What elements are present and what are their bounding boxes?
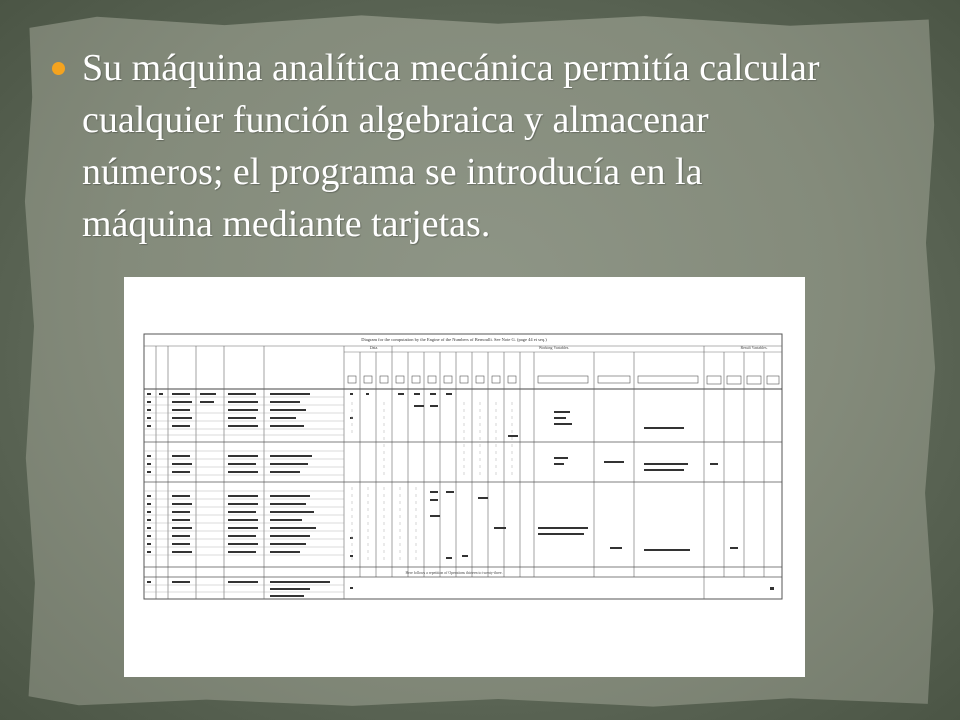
bullet-item — [52, 42, 832, 250]
bernoulli-diagram-image — [124, 277, 805, 677]
diagram-working-header: Working Variables. — [538, 345, 570, 350]
diagram-footer-note: Here follows a repetition of Operations thirteen to twenty-three. — [405, 571, 503, 575]
diagram-title: Diagram for the computation by the Engine of the Numbers of Bernoulli. See Note G. (page 44 et seq.) — [361, 337, 547, 342]
diagram-table — [124, 277, 805, 677]
diagram-result-header: Result Variables. — [740, 345, 768, 350]
bullet-icon — [52, 62, 65, 75]
diagram-data-header: Data. — [369, 345, 379, 350]
bullet-text: Su máquina analítica mecánica permitía calcular cualquier función algebraica y almacenar números; el programa se introducía en la máquina mediante tarjetas. — [82, 47, 820, 245]
